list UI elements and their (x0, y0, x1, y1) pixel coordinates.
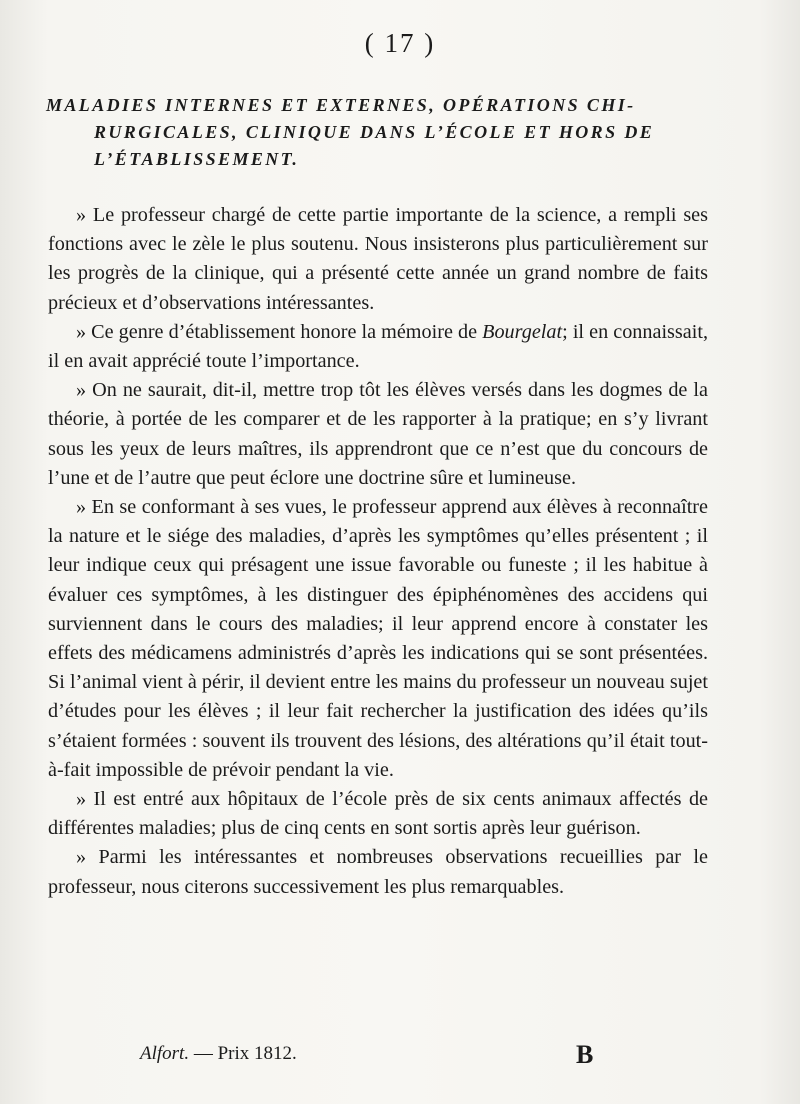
paragraph: » En se conformant à ses vues, le professeur apprend aux élèves à reconnaître la nature et le siége des maladies, d’après les symptômes qu’elles présentent ; il leur indique ceux qui présagent une issue favorable ou funeste ; il les habitue à évaluer ces symptômes, à les distinguer des épiphénomènes des accidens qui surviennent dans le cours des maladies; il leur apprend encore à constater les effets des médicamens administrés d’après les indications qui se sont présentées. Si l’animal vient à périr, il devient entre les mains du professeur un nouveau sujet d’études pour les élèves ; il leur fait rechercher la justification des idées qu’ils s’étaient formées : souvent ils trouvent des lésions, des altérations qu’il était tout-à-fait impossible de prévoir pendant la vie. (48, 496, 708, 781)
paragraph-text: ; il en connaissait, il en avait apprécié toute l’importance. (48, 320, 708, 373)
paragraph: » Parmi les intéressantes et nombreuses observations recueillies par le professeur, nous citerons successivement les plus remarquables. (48, 846, 708, 898)
paragraph-text: » Ce genre d’établissement honore la mémoire de (76, 320, 483, 343)
footer-place: Alfort. (140, 1043, 190, 1064)
paragraph: » On ne saurait, dit-il, mettre trop tôt les élèves versés dans les dogmes de la théorie, à portée de les comparer et de les rapporter à la pratique; en s’y livrant sous les yeux de leurs maîtres, ils apprendront que ce n’est que du concours de l’une et de l’autre que peut éclore une doctrine sûre et lumineuse. (48, 379, 708, 489)
body-text (48, 201, 708, 902)
heading-line-2: RURGICALES, CLINIQUE DANS L’ÉCOLE ET HORS DE (94, 122, 655, 142)
signature-mark: B (576, 1040, 594, 1069)
heading-line-3: L’ÉTABLISSEMENT. (94, 149, 300, 169)
paragraph: » Le professeur chargé de cette partie importante de la science, a rempli ses fonctions avec le zèle le plus soutenu. Nous insisterons plus particulièrement sur les progrès de la clinique, qui a présenté cette année un grand nombre de faits précieux et d’observations intéressantes. (48, 204, 708, 314)
heading-line-1: MALADIES INTERNES ET EXTERNES, OPÉRATIONS CHI- (46, 95, 636, 115)
paragraph: » Il est entré aux hôpitaux de l’école près de six cents animaux affectés de différentes maladies; plus de cinq cents en sont sortis après leur guérison. (48, 788, 708, 840)
section-heading (46, 92, 706, 173)
footer-prize: — Prix 1812. (189, 1043, 297, 1064)
paragraph (48, 318, 708, 376)
page-number: ( 17 ) (364, 28, 436, 58)
italic-name: Bourgelat (482, 320, 563, 343)
